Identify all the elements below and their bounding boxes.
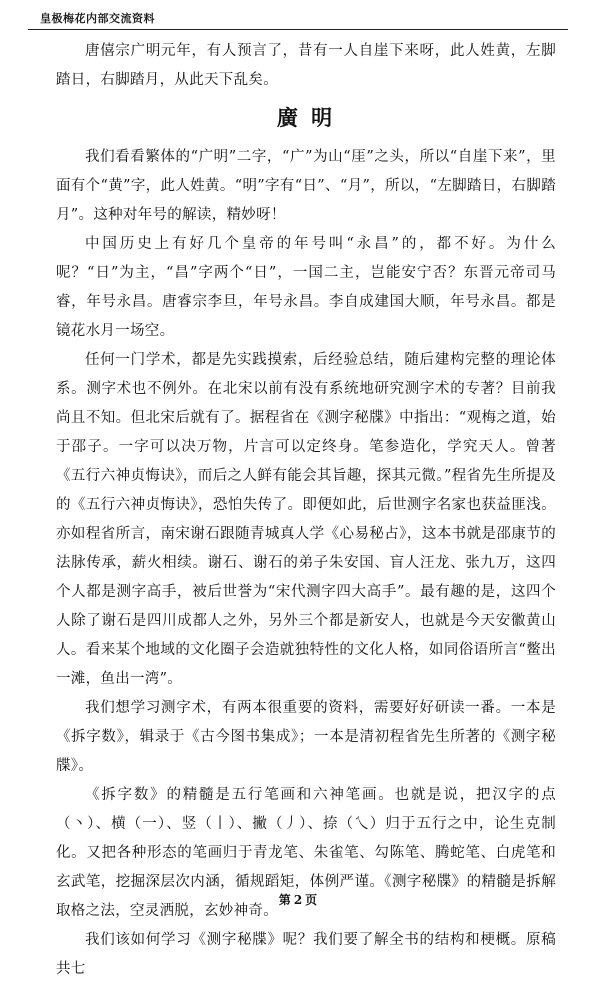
page-footer — [0, 891, 596, 908]
body-paragraph: 《拆字数》的精髓是五行笔画和六神笔画。也就是说，把汉字的点（丶）、横（一）、竖（丨）、撇（丿）、捺（乀）归于五行之中，论生克制化。又把各种形态的笔画归于青龙笔、朱雀笔、勾陈笔、腾蛇笔、白虎笔和玄武笔，挖掘深层次内涵，循规蹈矩，体例严谨。《测字秘牒》的精髓是拆解取格之法，空灵洒脱，玄妙神奇。 — [56, 787, 556, 919]
page-number: 2 — [293, 893, 303, 907]
page-content — [56, 37, 556, 984]
intro-paragraph: 唐僖宗广明元年，有人预言了，昔有一人自崖下来呀，此人姓黄，左脚踏日，右脚踏月，从此天下乱矣。 — [56, 43, 556, 88]
page-number-suffix: 页 — [305, 893, 318, 907]
body-paragraph: 中国历史上有好几个皇帝的年号叫“永昌”的，都不好。为什么呢？“日”为主，“昌”字两个“日”，一国二主，岂能安宁否？东晋元帝司马睿，年号永昌。唐睿宗李旦，年号永昌。李自成建国大顺，年号永昌。都是镜花水月一场空。 — [56, 236, 556, 339]
page-number-prefix: 第 — [278, 893, 291, 907]
header-rule — [28, 29, 568, 30]
section-title: 廣 明 — [276, 105, 336, 130]
running-header: 皇极梅花内部交流资料 — [40, 12, 155, 25]
body-paragraph: 我们该如何学习《测字秘牒》呢？我们要了解全书的结构和梗概。原稿共七 — [56, 932, 556, 977]
body-paragraph: 我们看看繁体的“广明”二字，“广”为山“厓”之头，所以“自崖下来”，里面有个“黄”字，此人姓黄。“明”字有“日”、“月”，所以，“左脚踏日，右脚踏月”。这种对年号的解读，精妙呀！ — [56, 149, 556, 223]
body-paragraph: 我们想学习测字术，有两本很重要的资料，需要好好研读一番。一本是《拆字数》，辑录于《古今图书集成》；一本是清初程省先生所著的《测字秘牒》。 — [56, 700, 556, 774]
body-paragraph: 任何一门学术，都是先实践摸索，后经验总结，随后建构完整的理论体系。测字术也不例外。在北宋以前有没有系统地研究测字术的专著？目前我尚且不知。但北宋后就有了。据程省在《测字秘牒》中指出：“观梅之道，始于邵子。一字可以决万物，片言可以定终身。笔参造化，学究天人。曾著《五行六神贞悔诀》，而后之人鲜有能会其旨趣，探其元微。”程省先生所提及的《五行六神贞悔诀》，恐怕失传了。即便如此，后世测字名家也获益匪浅。亦如程省所言，南宋谢石跟随青城真人学《心易秘占》，这本书就是邵康节的法脉传承，薪火相续。谢石、谢石的弟子朱安国、盲人汪龙、张九万，这四个人都是测字高手，被后世誉为“宋代测字四大高手”。最有趣的是，这四个人除了谢石是四川成都人之外，另外三个都是新安人，也就是今天安徽黄山人。看来某个地域的文化圈子会造就独特性的文化人格，如同俗语所言“鳖出一滩，鱼出一湾”。 — [56, 352, 556, 687]
